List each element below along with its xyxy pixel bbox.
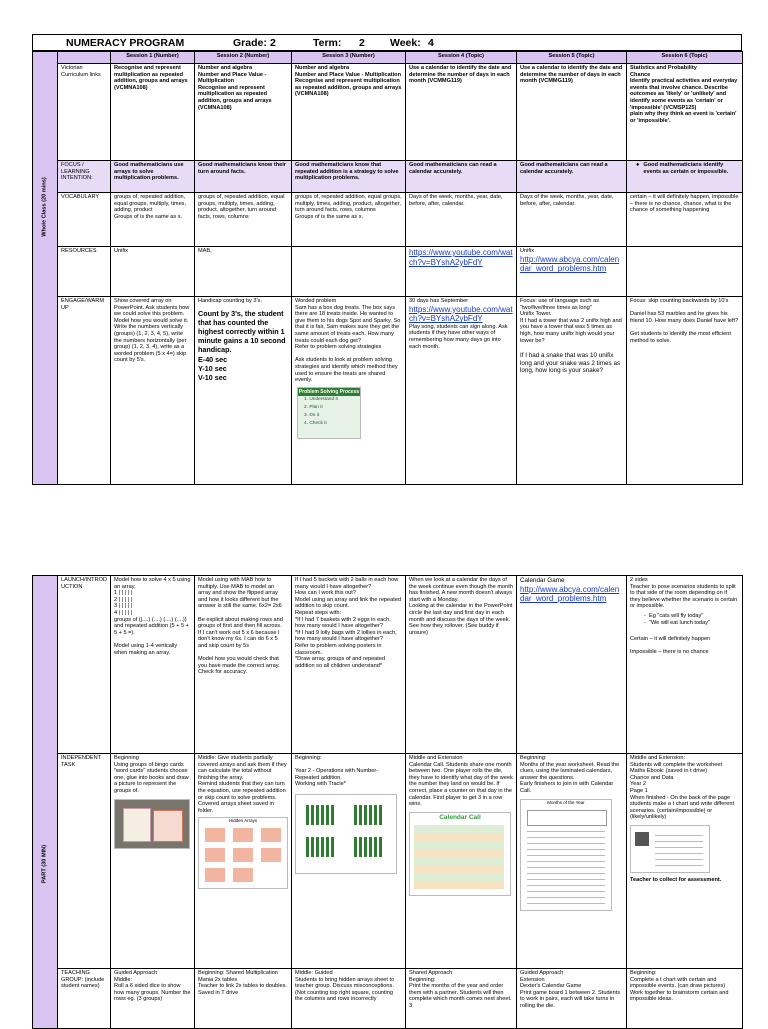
curriculum-s6: Statistics and Probability Chance Identify practical activities and everyday events that involve chance. Describe outcomes as 'likely' or 'unlikely' and identify some events as 'certain' or 'impossible' (VCMSP125) plain why they think an event is 'certain' or 'impossible'. — [627, 64, 743, 161]
focus-s1: Good mathematicians use arrays to solve multiplication problems. — [111, 161, 195, 193]
focus-label: FOCUS / LEARNING INTENTION: — [58, 161, 111, 193]
session-4-header: Session 4 (Topic) — [406, 52, 517, 64]
months-sheet-title: Months of the Year — [547, 799, 585, 805]
engage-s6: Focus: skip counting backwards by 10's Daniel has 53 marbles and he gives his friend 10. How many does Daniel have left? Get students to identify the most efficient method to solve. — [627, 297, 743, 485]
resources-s2: MAB, — [195, 247, 292, 297]
planning-table-bottom — [32, 575, 743, 1029]
abcya-link[interactable]: http://www.abcya.com/calendar_word_problems.htm — [520, 254, 620, 274]
independent-s1: Beginning Using groups of bingo cards "word cards" students choose one, glue into books and draw a picture to represent the groups of. — [114, 755, 189, 794]
engage-s5-snake-problem: If I had a snake that was 10 unifix long and your snake was 2 times as long, how long is your snake? — [520, 352, 621, 375]
engage-s3: Worded problem Sam has a box dog treats. The box says there are 18 treats inside. He wanted to give them to his dogs Spot and Sparky. So that it is fair, Sam makes sure they get the same amount of treats each. How many treats could each dog get? Refer to problem solving strategies Ask students to look at problem solving strategies and identify which method they used to ensure the treats are shared evenly. — [295, 298, 401, 384]
teaching-s2: Beginning: Shared Multiplication Mania 2x tables Teacher to link 2x tables to doubles. Saved in T drive — [195, 969, 292, 1029]
independent-s2: Middle: Give students partially covered arrays and ask them if they can calculate the total without finishing the array. Remind students that they can turn the equation, use repeated addition or skip count to solve problems. Covered arrays sheet saved in folder. — [198, 755, 287, 814]
sheet-title: Hidden Arrays — [228, 818, 258, 824]
term-value: 2 — [359, 37, 365, 49]
teaching-s5: Guided Approach Extension Dexter's Calendar Game Print game board 1 between 2. Students to work in pairs, each will take turns in rolling the die. — [517, 969, 627, 1029]
vocabulary-s1: groups of, repeated addition, equal groups, multiply, times, adding, product Groups of is the same as x. — [111, 193, 195, 247]
curriculum-s3: Number and algebra Number and Place Value - Multiplication Recognise and represent multiplication as repeated addition, groups and arrays (VCMNA108) — [292, 64, 406, 161]
program-title: NUMERACY PROGRAM — [66, 37, 185, 49]
example-2-text: "We will eat lunch today" — [648, 619, 711, 626]
curriculum-s1: Recognise and represent multiplication as repeated addition, groups and arrays (VCMNA108) — [111, 64, 195, 161]
launch-s2: Model using with MAB how to multiply. Use MAB to model an array and show the flipped array and how it looks different but the answer is still the same. 6x2= 2x6 Be explicit about making rows and groups of first and then fill across. If I can't work out 5 x 6 because I don't know my 6s. I can do 6 x 5 and skip count by 5s Model how you would check that you have made the correct array. Check for accuracy. — [195, 576, 292, 754]
poster-step-3: 3. Do it — [304, 412, 320, 418]
resources-s5-text: Unifix — [520, 248, 534, 254]
independent-row — [33, 754, 743, 969]
youtube-link[interactable]: https://www.youtube.com/watch?v=BYshA2ybFdY — [409, 248, 513, 267]
example-1-text: Eg "cats will fly today" — [648, 612, 704, 619]
engage-row — [33, 297, 743, 485]
teaching-label: TEACHING GROUP: (include student names) — [58, 969, 111, 1029]
vocabulary-s6: certain – it will definitely happen, impossible – there is no chance, chance, what is the chance of something happening — [627, 193, 743, 247]
independent-s4: Middle and Extension Calendar Call. Students share one month between two. One player rolls the die, they have to identify what day of the week the number they land on would be. If correct, place a counter on that day in the calendar. First player to get 3 in a row wins. — [409, 755, 513, 808]
week-label: Week: — [390, 37, 421, 49]
poster-step-1: 1. Understand it — [304, 396, 338, 402]
curriculum-s5: Use a calendar to identify the date and determine the number of days in each month (VCMMG119) — [517, 64, 627, 161]
focus-s2: Good mathematicians know their turn around facts. — [195, 161, 292, 193]
teaching-s3: Middle: Guided Students to bring hidden arrays sheet to teacher group. Discuss misconceptions. (Not counting top right square, counting the columns and rows incorrectly — [292, 969, 406, 1029]
week-value: 4 — [428, 37, 434, 49]
session-5-header: Session 5 (Topic) — [517, 52, 627, 64]
resources-label: RESOURCES — [58, 247, 111, 297]
independent-label: INDEPENDENT TASK — [58, 754, 111, 969]
focus-s6: Good mathematicians identify events as certain or impossible. — [643, 162, 729, 175]
teaching-s4: Shared Approach Beginning: Print the months of the year and order them with a partner. Students will then complete which month comes next sheet. 3 — [406, 969, 517, 1029]
poster-steps — [298, 396, 360, 428]
independent-s3: Beginning: Year 2 - Operations with Number- Repeated addition. Working with Tracie* — [295, 755, 379, 788]
example-2: - "We will eat lunch today" — [644, 619, 711, 626]
focus-s5: Good mathematicians can read a calendar accurately. — [517, 161, 627, 193]
launch-s6-bottom: Certain – it will definitely happen Impossible – there is no chance — [630, 636, 711, 656]
engage-s4-bottom: Play song, students can sign along. Ask students if they have other ways of remembering how many days go into each month. — [409, 323, 508, 350]
curriculum-s2: Number and algebra Number and Place Value - Multiplication Recognise and represent multiplication as repeated addition, groups and arrays (VCMNA108) — [195, 64, 292, 161]
problem-solving-poster — [297, 387, 361, 439]
vocabulary-label: VOCABULARY — [58, 193, 111, 247]
resources-s6 — [627, 247, 743, 297]
independent-s6: Middle and Extension: Students will complete the worksheet Maths Ebook: (saved in t drive) Chance and Data Year 2 Page 1 When finished - On the back of the page students make a t chart and write different scenarios. (certain/impossible) or (likely/unlikely) — [630, 755, 735, 821]
curriculum-label: Victorian Curriculum links — [58, 64, 111, 161]
engage-s2-intro: Handicap counting by 3's. — [198, 298, 262, 304]
launch-s6-examples — [630, 613, 739, 626]
independent-s5: Beginning: Months of the year worksheet. Read the clues, using the laminated calendars, answer the questions. Early finishers to join in with Calendar Call. — [520, 755, 620, 794]
part-label: PART (30 MIN) — [41, 844, 48, 883]
vocabulary-s3: groups of, repeated addition, equal groups, multiply, times, adding, product, altogether, turn around facts, rows, columns Groups of is the same as x. — [292, 193, 406, 247]
curriculum-s4: Use a calendar to identify the date and determine the number of days in each month (VCMMG119) — [406, 64, 517, 161]
launch-s1: Model how to solve 4 x 5 using an array, 1 | | | | | 2 | | | | | 3 | | | | | 4 | | | | | groups of (|....) (....) (....) (....)) and repeated addition (5 + 5 + 5 + 5 =). Model using 1-4 vertically when making an array. — [111, 576, 195, 754]
bullet-icon: ● — [636, 162, 640, 168]
teaching-s1: Guided Approach Middle: Roll a 6 sided dice to show how many groups. Number the rows eg. (3 groups) — [111, 969, 195, 1029]
focus-s4: Good mathematicians can read a calendar accurately. — [406, 161, 517, 193]
vocabulary-row — [33, 193, 743, 247]
engage-s5: Focus: use of language such as "two/five/three times as long" Unifix Tower. If I had a tower that was 2 unifix high and you have a tower that was 5 times as high, how many unifix high would your tower be? — [520, 298, 622, 344]
launch-row — [33, 576, 743, 754]
engage-label: ENGAGE/WARM UP — [58, 297, 111, 485]
calendar-call-sheet — [409, 812, 511, 896]
vocabulary-s5: Days of the week, months, year, date, before, after, calendar. — [517, 193, 627, 247]
bingo-cards-photo — [114, 799, 190, 849]
poster-step-4: 4. Check it — [304, 420, 327, 426]
repeated-addition-worksheet — [295, 794, 397, 874]
launch-label: LAUNCH/INTRODUCTION — [58, 576, 111, 754]
launch-s3: If I had 5 buckets with 2 balls in each how many would I have altogether? How can I work this out? Model using an array and link the repeated addition to skip count. Repeat steps with: *If I had 7 baskets with 2 eggs in each, how many would I have altogether? *If I had 9 lolly bags with 2 lollies in each, how many would I have altogether? Refer to problem solving posters in classroom. *Draw array, groups of and repeated addition so all children understand* — [292, 576, 406, 754]
engage-s2-counting-rule: Count by 3's, the student that has counted the highest correctly within 1 minute gains a 10 second handicap. E-40 sec Y-10 sec V-10 sec — [198, 308, 286, 383]
calendar-call-title: Calendar Call — [439, 813, 481, 821]
launch-s6-top: 2 sides Teacher to pose scenarios students to split to that side of the room depending on if they believe whether the scenario is certain or impossible. — [630, 577, 738, 610]
grade-label: Grade: — [233, 37, 267, 49]
grade-value: 2 — [270, 37, 276, 49]
calendar-game-title: Calendar Game — [520, 577, 565, 584]
engage-s4-top: 30 days has September — [409, 298, 469, 304]
engage-s1: Show covered array on PowerPoint. Ask students how we could solve this problem. Model how you would solve it. Write the numbers vertically (groups) (1, 2, 3, 4, 5), write the numbers horizontally (per group) (1, 2, 3, 4), write as a worded problem (5 x 4=) skip count by 5's. — [111, 297, 195, 485]
planning-table-top — [32, 51, 743, 485]
whole-class-label: Whole Class (20 mins) — [41, 176, 48, 237]
session-6-header: Session 6 (Topic) — [627, 52, 743, 64]
chance-worksheet — [630, 825, 710, 873]
vocabulary-s4: Days of the week, months, year, date, before, after, calendar. — [406, 193, 517, 247]
teaching-row — [33, 969, 743, 1029]
session-header-row — [33, 52, 743, 64]
program-header — [32, 34, 742, 51]
session-1-header: Session 1 (Number) — [111, 52, 195, 64]
term-label: Term: — [313, 37, 342, 49]
curriculum-row — [33, 64, 743, 161]
resources-s1: Unifix — [111, 247, 195, 297]
focus-row — [33, 161, 743, 193]
focus-s3: Good mathematicians know that repeated addition is a strategy to solve multiplication problems. — [292, 161, 406, 193]
poster-step-2: 2. Plan it — [304, 404, 323, 410]
example-1: - Eg "cats will fly today" — [644, 612, 704, 619]
session-2-header: Session 2 (Number) — [195, 52, 292, 64]
hidden-arrays-sheet — [198, 817, 288, 889]
months-of-year-sheet — [520, 799, 612, 911]
vocabulary-s2: groups of, repeated addition, equal groups, multiply, times, adding, product, altogether, turn around facts, rows, columns — [195, 193, 292, 247]
abcya-link-launch[interactable]: http://www.abcya.com/calendar_word_problems.htm — [520, 584, 620, 604]
resources-s3 — [292, 247, 406, 297]
session-3-header: Session 3 (Number) — [292, 52, 406, 64]
youtube-link-engage[interactable]: https://www.youtube.com/watch?v=BYshA2ybFdY — [409, 304, 513, 324]
poster-title: Problem Solving Process — [298, 388, 360, 395]
launch-s4: When we look at a calendar the days of the week continue even though the month has finished. A new month doesn't always start with a Monday. Looking at the calendar in the PowerPoint circle the last day and first day in each month and discuss the days of the week. See how they rollover. (See buddy if unsure) — [406, 576, 517, 754]
teaching-s6: Beginning: Complete a t chart with certain and impossible events. (can draw pictures) Work together to brainstorm certain and impossible ideas. — [627, 969, 743, 1029]
assessment-note: Teacher to collect for assessment. — [630, 876, 722, 883]
resources-row — [33, 247, 743, 297]
